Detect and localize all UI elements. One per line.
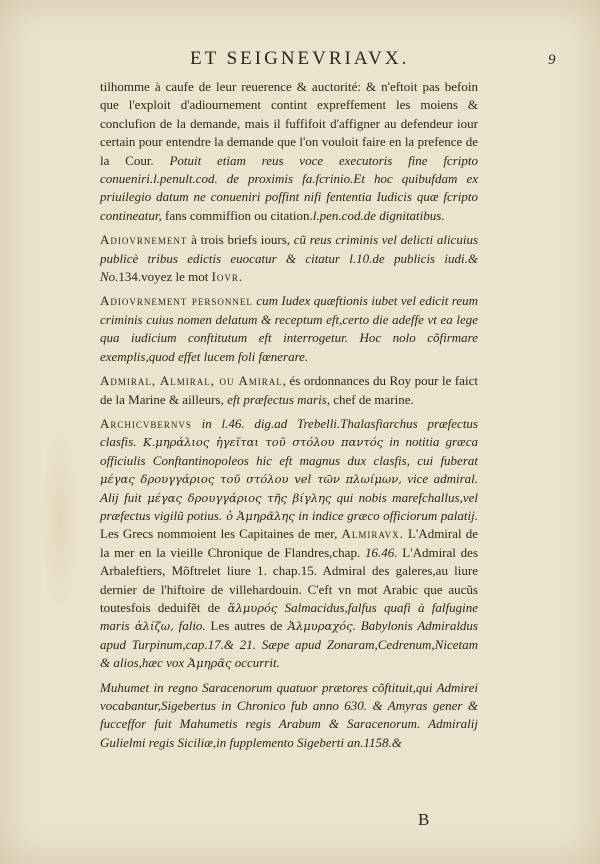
text-segment: fans commiffion ou citation. xyxy=(161,207,313,223)
paragraph xyxy=(100,372,478,409)
text-segment: Ἀλμυραχός xyxy=(282,619,353,634)
text-segment: , és ordonnances du Roy pour le faict de la Marine & ailleurs, xyxy=(100,373,478,407)
paper-stain xyxy=(40,420,80,620)
running-title: ET SEIGNEVRIAVX. xyxy=(190,48,410,69)
paragraph xyxy=(100,78,478,225)
text-segment: qui nobis marefchallus,vel præfectus vigilũ potius. xyxy=(100,489,478,523)
text-segment: in l.46. dig.ad Trebelli.Thalasfiarchus præfectus clasfis. xyxy=(100,415,478,450)
text-segment: l.pen.cod.de dignitatibus. xyxy=(312,207,445,223)
text-segment: occurrit. xyxy=(231,655,280,671)
text-segment: tilhomme à caufe de leur reuerence & auctorité: & n'eftoit pas befoin que l'exploit d'adiournement contint expreffement les moiens & conclufion de la demande, mais il fuffifoit d'affigner au defendeur iour certain pour entendre la demande que l'on vouloit faire en la prefence de la Cour. xyxy=(100,79,478,168)
text-segment: Les Grecs nommoient les Capitaines de mer, xyxy=(100,526,342,542)
page-number: 9 xyxy=(548,52,556,68)
text-segment: ἁλίζω, xyxy=(129,619,174,634)
text-segment: 134.voyez le mot xyxy=(118,269,212,285)
text-segment: Adiovrnement xyxy=(100,232,188,248)
paragraph xyxy=(100,292,478,366)
signature-mark: B xyxy=(418,810,430,829)
text-segment: L'Admiral des Arbaleftiers, Mõftrelet liure 1. chap.15. Admiral des galeres,au liure dernier de l'hiftoire de villehardouin. C'eft vn mot Arabic que aucũs toutesfois deduifẽt de xyxy=(100,544,479,615)
paragraph xyxy=(100,415,478,673)
text-segment: à trois briefs iours, xyxy=(187,232,294,248)
text-segment: , chef de marine. xyxy=(326,391,414,407)
page-body xyxy=(100,78,478,758)
text-segment: μέγας δρουγγάριος τοῦ στόλου vel τῶν πλωίμων, xyxy=(100,472,402,487)
text-segment: cũ reus criminis vel delicti alicuius publicè tribus edictis euocatur & citatur l.10.de publicis iudi.& No. xyxy=(100,232,478,285)
text-segment: Adiovrnement personnel xyxy=(100,293,253,309)
text-segment: 16.46. xyxy=(360,544,398,560)
text-segment: in indice græco officiorum palatij. xyxy=(294,507,478,523)
text-segment: Almiravx. xyxy=(341,526,404,542)
page-header xyxy=(0,48,600,78)
text-segment: Admiral, Almiral, ou Amiral xyxy=(100,373,283,389)
text-segment: cum Iudex quæftionis iubet vel edicit reum criminis cuius nomen delatum & receptum eft,certo die adeffe vt ea lege qua iudicium conftitutum eft interrogetur. Hoc nolo cõfirmare exemplis,quod effet lucem foli fœnerare. xyxy=(100,293,478,364)
paragraph xyxy=(100,231,478,286)
text-segment: ὁ Ἀμηρᾶλης xyxy=(222,508,295,523)
text-segment: Κ.μηράλιος ἡγεῖται τοῦ στόλου παντός xyxy=(136,435,384,450)
text-segment: in notitia græca officiulis Conftantinopoleos hic eft magnus dux clasfis, cui fuberat xyxy=(100,434,478,468)
text-segment: eft præfectus maris xyxy=(227,391,327,407)
text-segment: L'Admiral de la mer en la vieille Chronique de Flandres,chap. xyxy=(100,526,478,560)
text-segment: Muhumet in regno Saracenorum quatuor prætores cõftituit,qui Admirei vocabantur,Sigebertus in Chronico fub anno 630. & Amyras gener & fucceffor fuit Mahumetis regis Arabum & Saracenorum. Admiralij Gulielmi regis Siciliæ,in fupplemento Sigeberti an.1158.& xyxy=(100,679,478,750)
text-segment: . Babylonis Admiraldus apud Turpinum,cap.17.& 21. Sæpe apud Zonaram,Cedrenum,Nicetam & alios,hæc vox xyxy=(100,618,478,671)
text-segment: vice admiral. xyxy=(401,471,478,487)
text-segment: Potuit etiam reus voce executoris fine fcripto conueniri.l.penult.cod. de proximis fa.fcrinio.Et hoc quibufdam ex priuilegio datum ne conueniri poffint nifi fententia Iudicis quæ fcripto contineatur, xyxy=(100,152,478,223)
text-segment: Salmacidus,falfus quafi à falfugine maris xyxy=(100,599,478,634)
text-segment: Iovr. xyxy=(211,269,244,285)
text-segment: Les autres de xyxy=(205,618,283,634)
paragraph xyxy=(100,679,478,753)
text-segment: Archicvbernvs xyxy=(100,415,192,431)
text-segment: μέγας δρουγγάριος τῆς βίγλης xyxy=(141,490,332,505)
text-segment: falio. xyxy=(173,618,206,634)
text-segment: Alij fuit xyxy=(100,489,142,505)
text-segment: Ἀμηρᾶς xyxy=(184,656,232,671)
text-segment: ἅλμυρός xyxy=(219,600,278,615)
